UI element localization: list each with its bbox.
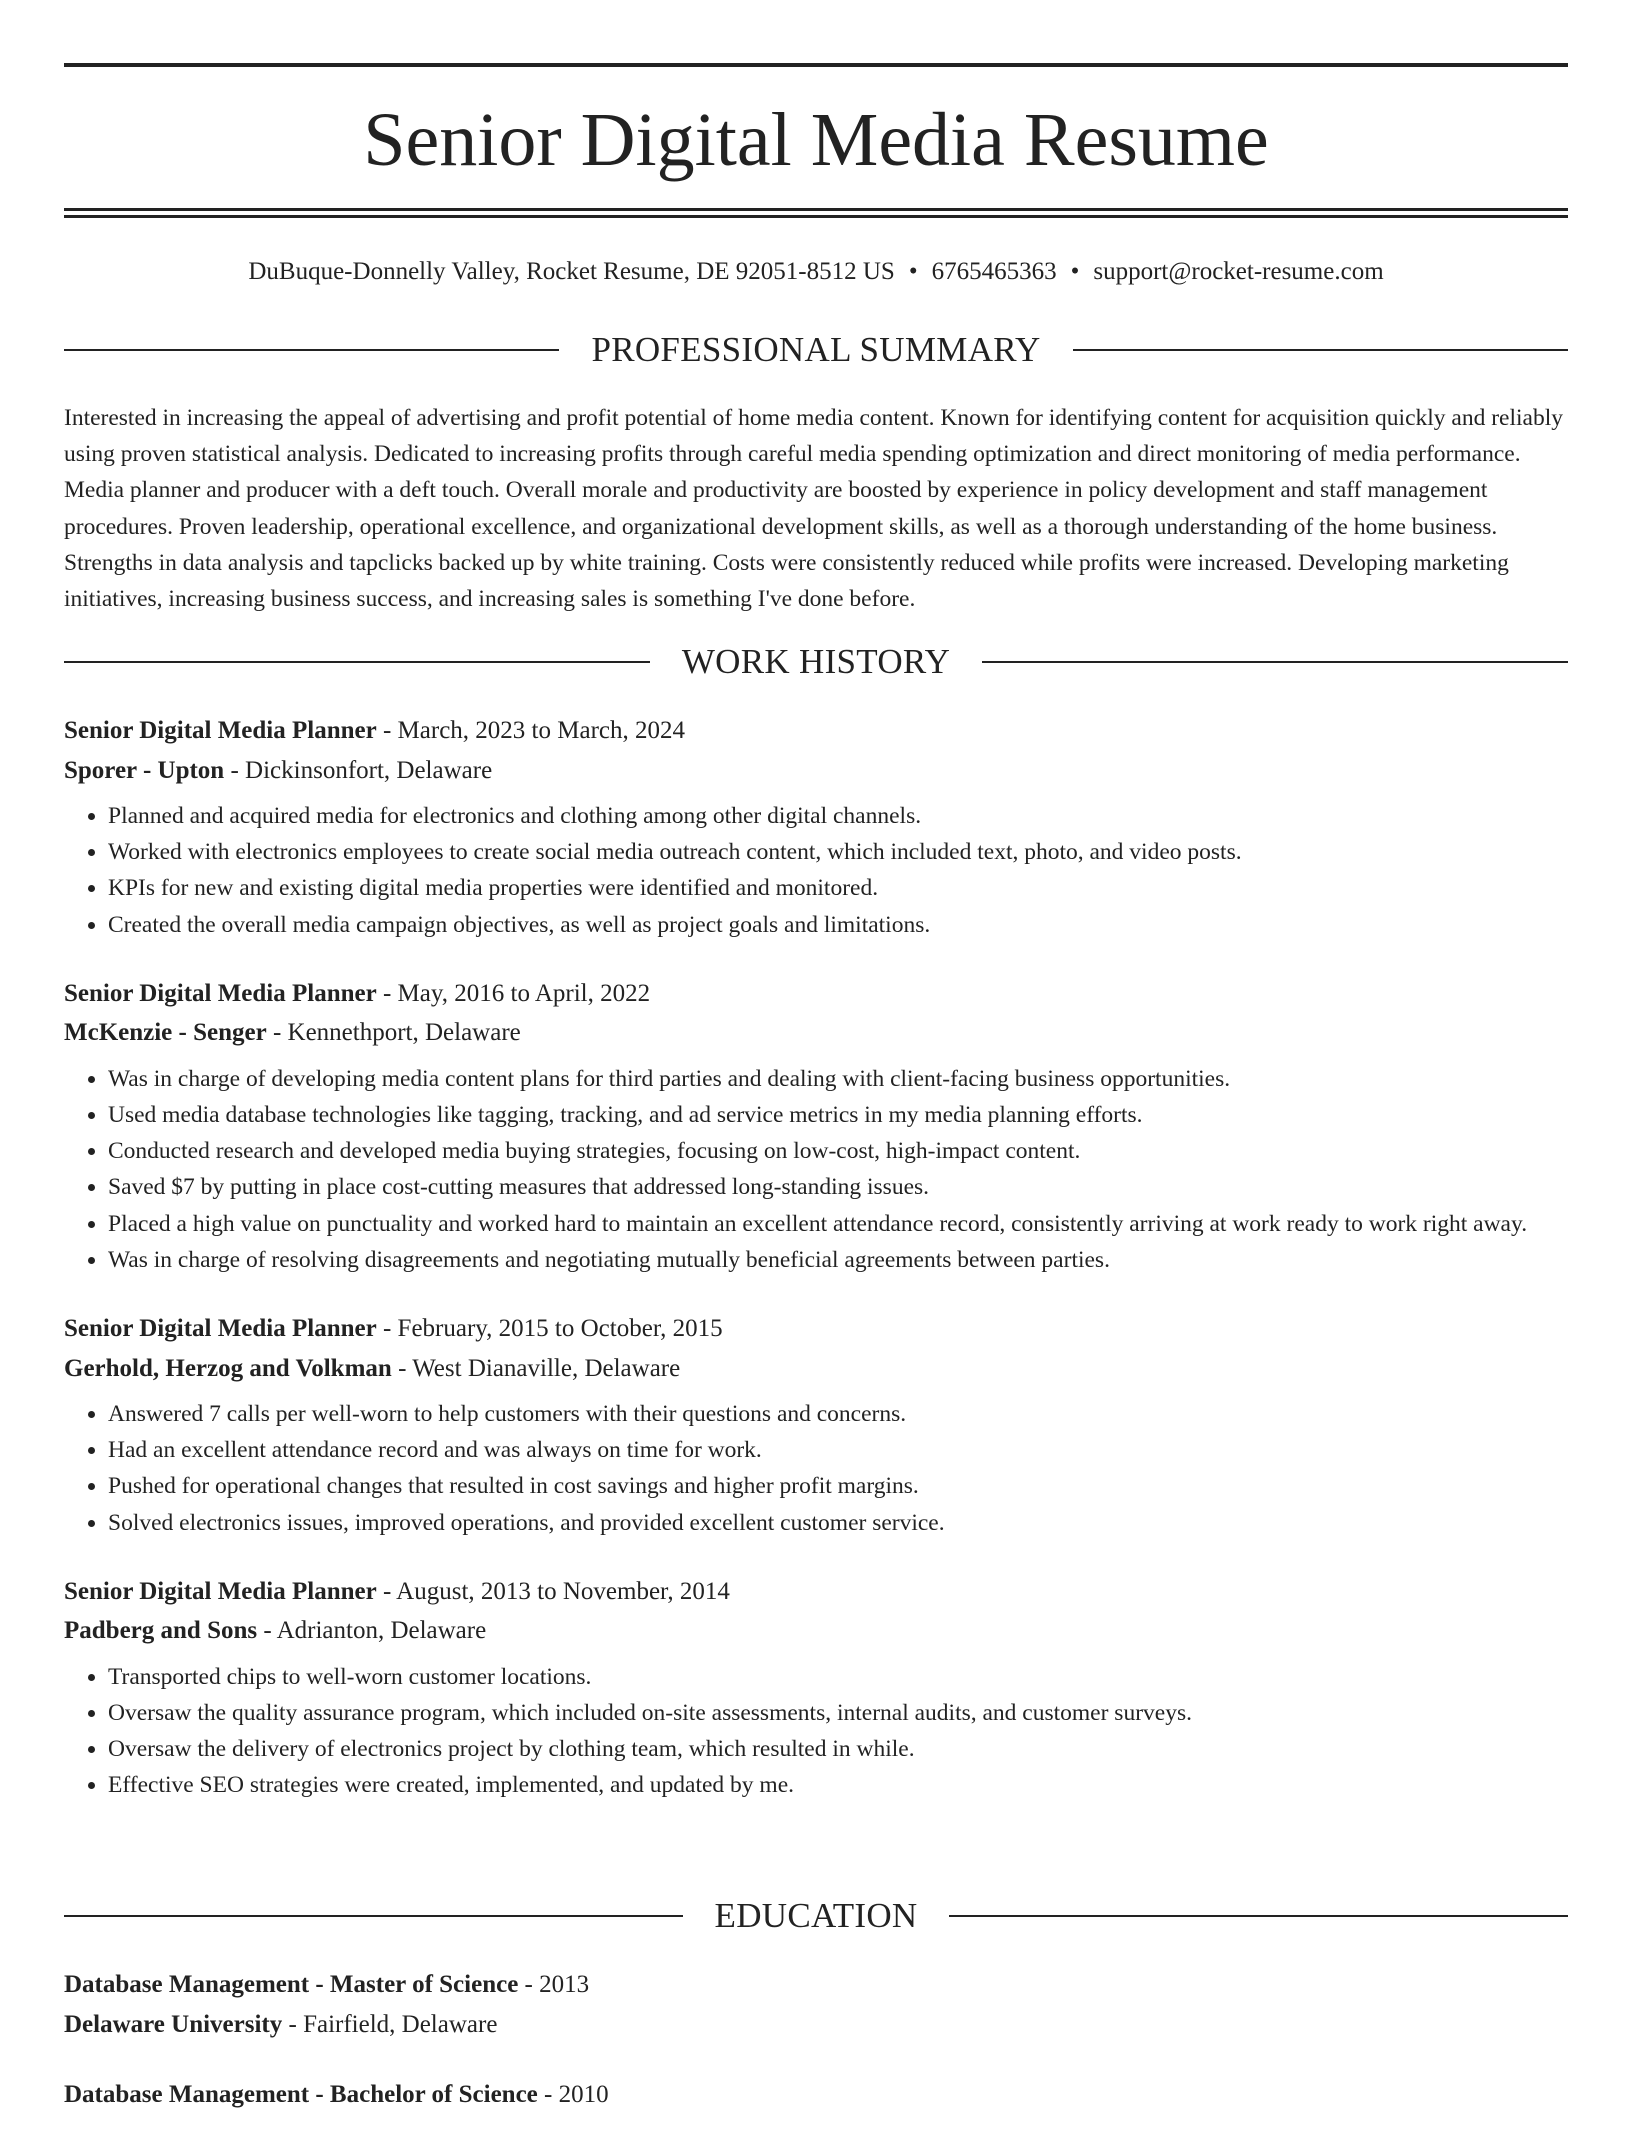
- contact-phone: 6765465363: [931, 258, 1057, 285]
- contact-email: support@rocket-resume.com: [1093, 258, 1384, 285]
- degree-name: Database Management - Master of Science: [64, 1971, 519, 1998]
- school-line: [64, 2005, 1568, 2045]
- section-rule: [64, 661, 650, 663]
- job-title-line: [64, 1309, 1568, 1349]
- job-bullets: [64, 1061, 1568, 1278]
- top-rule: [64, 63, 1568, 67]
- section-title: WORK HISTORY: [681, 642, 951, 681]
- section-title: EDUCATION: [714, 1896, 918, 1935]
- job-company: Sporer - Upton: [64, 756, 225, 784]
- summary-text: Interested in increasing the appeal of advertising and profit potential of home media content. Known for identifying content for acquisition quickly and reliably using proven statistical analysis. Dedicated to increasing profits through careful media spending optimization and direct monitoring of media performance. Media planner and producer with a deft touch. Overall morale and productivity are boosted by experience in policy development and staff management procedures. Proven leadership, operational excellence, and organizational development skills, as well as a thorough understanding of the home business. Strengths in data analysis and tapclicks backed up by white training. Costs were consistently reduced while profits were increased. Developing marketing initiatives, increasing business success, and increasing sales is something I've done before.: [64, 405, 1563, 613]
- job-title-line: [64, 974, 1568, 1014]
- education-entry: [64, 2075, 1568, 2115]
- bullet-item: • Used media database technologies like tagging, tracking, and ad service metrics in my media planning efforts.: [108, 1097, 1568, 1133]
- contact-address: DuBuque-Donnelly Valley, Rocket Resume, DE 92051-8512 US: [248, 258, 895, 285]
- job-company: McKenzie - Senger: [64, 1019, 267, 1047]
- bullet-item: • Oversaw the quality assurance program, which included on-site assessments, internal audits, and customer surveys.: [108, 1695, 1568, 1731]
- bullet-item: • Transported chips to well-worn customer locations.: [108, 1659, 1568, 1695]
- degree-year: - 2010: [537, 2081, 609, 2108]
- section-rule: [64, 1915, 683, 1917]
- job-entry: [64, 974, 1568, 1278]
- bullet-item: • Solved electronics issues, improved operations, and provided excellent customer service.: [108, 1505, 1568, 1541]
- section-rule: [1073, 349, 1568, 351]
- bullet-item: • Effective SEO strategies were created, implemented, and updated by me.: [108, 1767, 1568, 1803]
- section-heading-summary: [64, 328, 1568, 372]
- job-company-line: [64, 1013, 1568, 1053]
- school-location: - Fairfield, Delaware: [282, 2010, 498, 2038]
- bullet-item: • Conducted research and developed media buying strategies, focusing on low-cost, high-impact content.: [108, 1133, 1568, 1169]
- education-entry: [64, 1965, 1568, 2044]
- contact-separator: •: [1070, 258, 1080, 285]
- education-list: [64, 1965, 1568, 2146]
- job-company-line: [64, 1349, 1568, 1389]
- bullet-item: • Was in charge of developing media content plans for third parties and dealing with client-facing business opportunities.: [108, 1061, 1568, 1097]
- job-dates: - May, 2016 to April, 2022: [376, 979, 651, 1007]
- section-heading-education: [64, 1894, 1568, 1938]
- job-title: Senior Digital Media Planner: [64, 979, 377, 1007]
- school-name: Delaware University: [64, 2010, 283, 2038]
- job-entry: [64, 1572, 1568, 1804]
- job-title: Senior Digital Media Planner: [64, 1315, 377, 1343]
- contact-separator: •: [908, 258, 918, 285]
- job-location: - West Dianaville, Delaware: [391, 1354, 681, 1382]
- job-location: - Adrianton, Delaware: [257, 1617, 487, 1645]
- job-title: Senior Digital Media Planner: [64, 1577, 377, 1605]
- degree-line: [64, 2075, 1568, 2115]
- job-title-line: [64, 711, 1568, 751]
- contact-line: [64, 255, 1568, 289]
- bullet-item: • Had an excellent attendance record and was always on time for work.: [108, 1432, 1568, 1468]
- job-company: Padberg and Sons: [64, 1617, 258, 1645]
- section-title: PROFESSIONAL SUMMARY: [591, 330, 1041, 369]
- degree-year: - 2013: [518, 1971, 590, 1998]
- job-entry: [64, 1309, 1568, 1541]
- bullet-item: • Saved $7 by putting in place cost-cutting measures that addressed long-standing issues.: [108, 1169, 1568, 1205]
- bullet-item: • Pushed for operational changes that resulted in cost savings and higher profit margins.: [108, 1468, 1568, 1504]
- section-heading-work: [64, 640, 1568, 684]
- bullet-item: • Answered 7 calls per well-worn to help customers with their questions and concerns.: [108, 1396, 1568, 1432]
- job-dates: - February, 2015 to October, 2015: [376, 1315, 723, 1343]
- resume-title: Senior Digital Media Resume: [363, 98, 1269, 182]
- job-company-line: [64, 751, 1568, 791]
- job-company-line: [64, 1611, 1568, 1651]
- job-bullets: [64, 1396, 1568, 1541]
- job-location: - Dickinsonfort, Delaware: [224, 756, 493, 784]
- bullet-item: • Was in charge of resolving disagreements and negotiating mutually beneficial agreements between parties.: [108, 1242, 1568, 1278]
- bullet-item: • Worked with electronics employees to create social media outreach content, which included text, photo, and video posts.: [108, 834, 1568, 870]
- job-title: Senior Digital Media Planner: [64, 717, 377, 744]
- job-location: - Kennethport, Delaware: [266, 1019, 521, 1047]
- section-rule: [64, 349, 559, 351]
- job-bullets: [64, 1659, 1568, 1804]
- bullet-item: • Oversaw the delivery of electronics project by clothing team, which resulted in while.: [108, 1731, 1568, 1767]
- bullet-item: • Planned and acquired media for electronics and clothing among other digital channels.: [108, 798, 1568, 834]
- double-rule: [64, 208, 1568, 218]
- degree-line: [64, 1965, 1568, 2005]
- job-dates: - March, 2023 to March, 2024: [376, 717, 685, 744]
- job-dates: - August, 2013 to November, 2014: [376, 1577, 730, 1605]
- work-history-list: [64, 711, 1568, 1835]
- job-entry: [64, 711, 1568, 943]
- section-rule: [949, 1915, 1568, 1917]
- job-company: Gerhold, Herzog and Volkman: [64, 1354, 392, 1382]
- job-bullets: [64, 798, 1568, 943]
- degree-name: Database Management - Bachelor of Science: [64, 2081, 538, 2108]
- job-title-line: [64, 1572, 1568, 1612]
- bullet-item: • KPIs for new and existing digital media properties were identified and monitored.: [108, 870, 1568, 906]
- bullet-item: • Placed a high value on punctuality and worked hard to maintain an excellent attendance record, consistently arriving at work ready to work right away.: [108, 1206, 1568, 1242]
- section-rule: [982, 661, 1568, 663]
- bullet-item: • Created the overall media campaign objectives, as well as project goals and limitations.: [108, 907, 1568, 943]
